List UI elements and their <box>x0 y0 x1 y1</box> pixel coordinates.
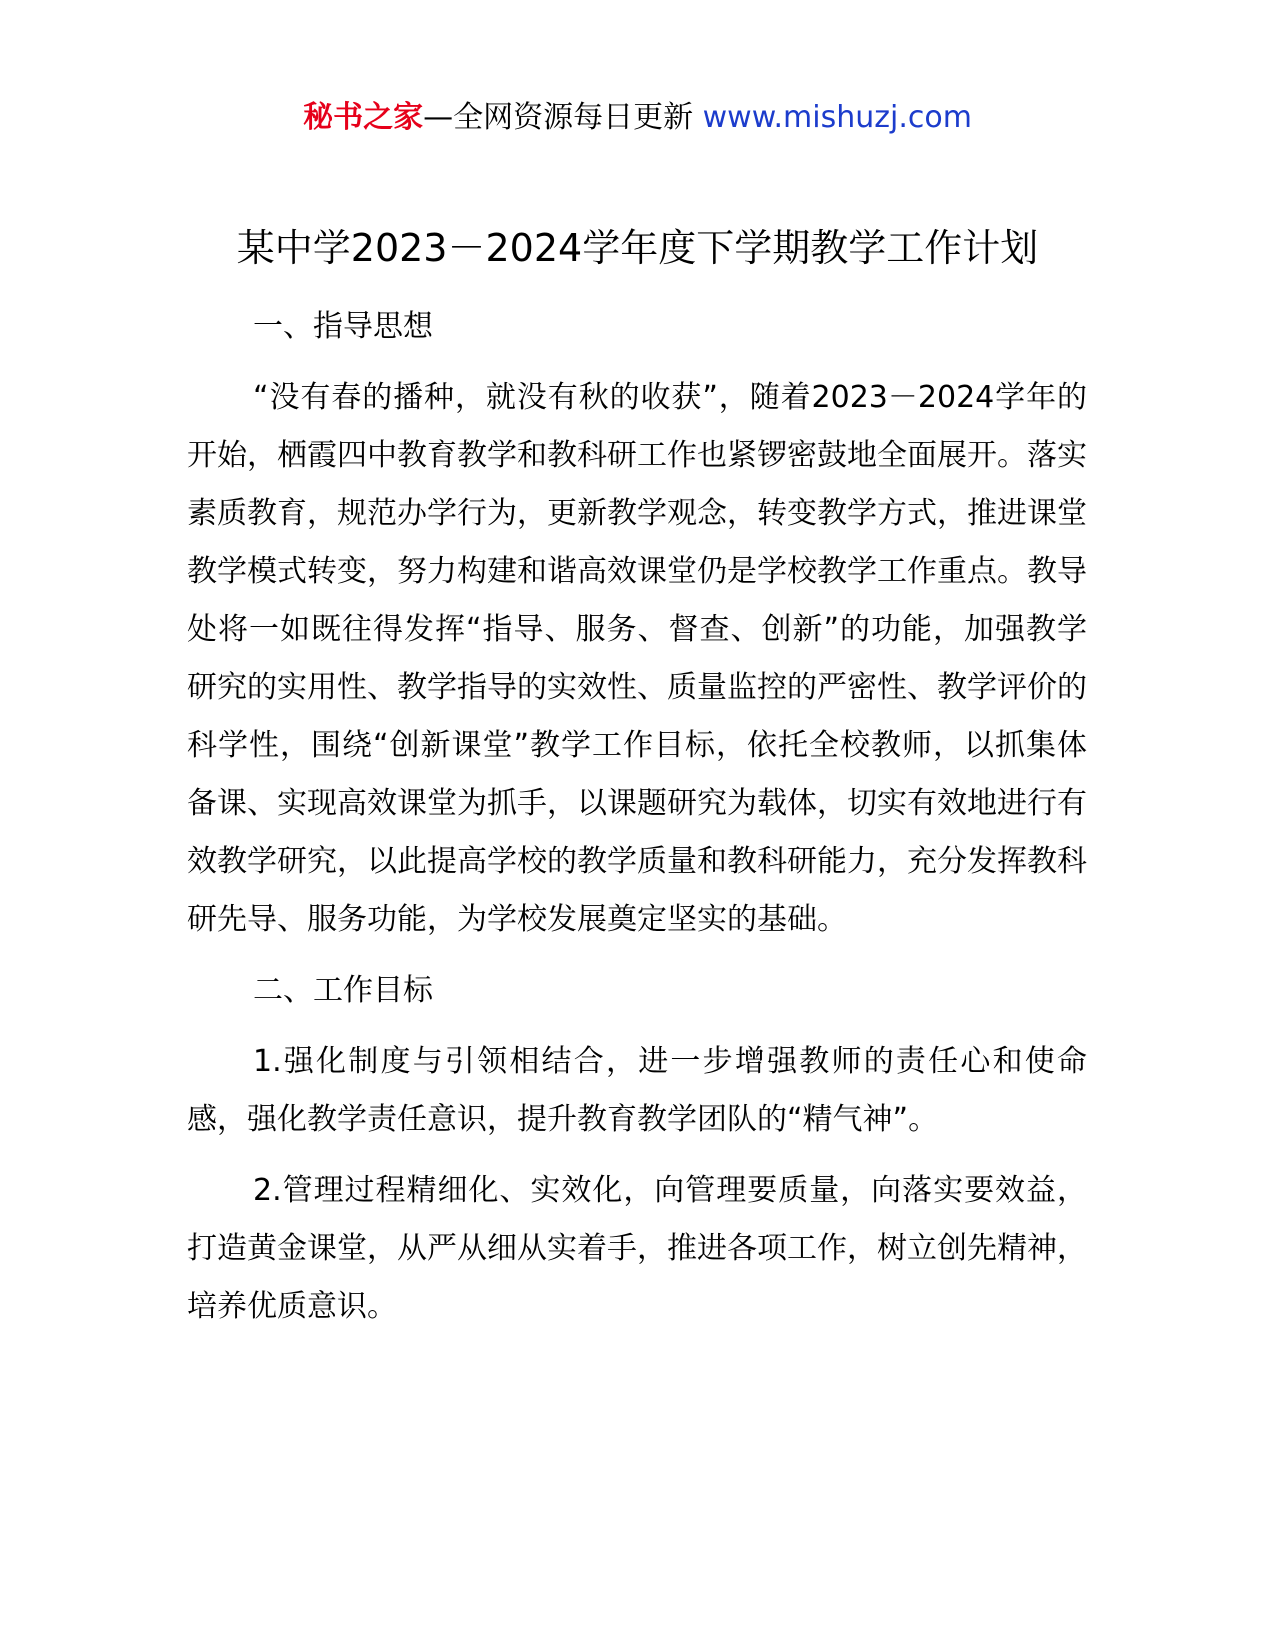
document-title: 某中学2023－2024学年度下学期教学工作计划 <box>236 226 1039 270</box>
section-heading-work-goals: 二、工作目标 <box>253 973 433 1008</box>
section-paragraph-guiding-ideology: “没有春的播种，就没有秋的收获”，随着2023－2024学年的开始，栖霞四中教育教学和教科研工作也紧锣密鼓地全面展开。落实素质教育，规范办学行为，更新教学观念，转变教学方式，推进课堂教学模式转变，努力构建和谐高效课堂仍是学校教学工作重点。教导处将一如既往得发挥“指导、服务、督查、创新”的功能，加强教学研究的实用性、教学指导的实效性、质量监控的严密性、教学评价的科学性，围绕“创新课堂”教学工作目标，依托全校教师，以抓集体备课、实现高效课堂为抓手，以课题研究为载体，切实有效地进行有效教学研究，以此提高学校的教学质量和教科研能力，充分发挥教科研先导、服务功能，为学校发展奠定坚实的基础。 <box>187 380 1087 937</box>
section-heading-guiding-ideology: 一、指导思想 <box>253 309 433 344</box>
goal-item-2: 2.管理过程精细化、实效化，向管理要质量，向落实要效益，打造黄金课堂，从严从细从实着手，推进各项工作，树立创先精神，培养优质意识。 <box>187 1173 1087 1324</box>
site-header <box>0 96 1275 140</box>
site-brand: 秘书之家 <box>303 100 424 135</box>
goal-item-1: 1.强化制度与引领相结合，进一步增强教师的责任心和使命感，强化教学责任意识，提升教育教学团队的“精气神”。 <box>187 1044 1087 1137</box>
document-body <box>187 298 1087 1336</box>
site-tagline: —全网资源每日更新 <box>423 100 703 135</box>
site-url-link[interactable]: www.mishuzj.com <box>702 100 972 135</box>
